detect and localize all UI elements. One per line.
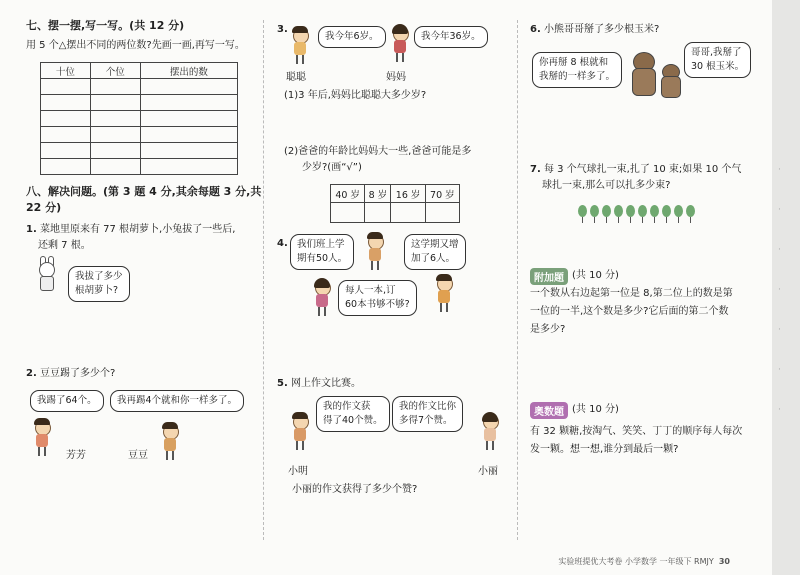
place-value-table <box>40 62 238 175</box>
name-fangfang: 芳芳 <box>66 450 86 461</box>
q5-bubble-xiaoli: 我的作文比你 多得7个赞。 <box>392 396 463 432</box>
page-binding-edge <box>772 0 800 575</box>
q6-bubble-a: 你再掰 8 根就和 我掰的一样多了。 <box>532 52 622 88</box>
balloon-bunches <box>578 202 698 221</box>
bear-younger-illustration <box>660 64 680 98</box>
balloon-icon <box>674 205 683 217</box>
column-divider <box>517 20 518 540</box>
name-mother: 妈妈 <box>386 72 406 83</box>
balloon-icon <box>638 205 647 217</box>
balloon-icon <box>614 205 623 217</box>
binding-marks: · · · · · · · <box>778 165 781 415</box>
q3-sub2-cont: 少岁?(画“√”) <box>302 162 362 173</box>
name-xiaoming: 小明 <box>288 466 308 477</box>
q3-sub1: (1)3 年后,妈妈比聪聪大多少岁? <box>284 90 427 101</box>
boy2-illustration <box>434 276 454 312</box>
section7-instruction: 用 5 个△摆出不同的两位数?先画一画,再写一写。 <box>26 40 245 51</box>
bonus-score: (共 10 分) <box>572 270 619 281</box>
q4-bubble-a: 我们班上学 期有50人。 <box>290 234 354 270</box>
q3-sub2: (2)爸爸的年龄比妈妈大一些,爸爸可能是多 <box>284 146 472 157</box>
page-footer: 实验班提优大考卷 小学数学 一年级下 RMJY 30 <box>558 557 730 566</box>
balloon-icon <box>578 205 587 217</box>
check-cell[interactable] <box>331 203 365 223</box>
q4-bubble-b: 这学期又增 加了6人。 <box>404 234 466 270</box>
bonus-line3: 是多少? <box>530 324 566 335</box>
section7-title: 七、摆一摆,写一写。(共 12 分) <box>26 19 185 32</box>
bear-elder-illustration <box>630 52 656 96</box>
check-cell[interactable] <box>425 203 459 223</box>
q2-bubble-doudou: 我再踢4个就和你一样多了。 <box>110 390 244 412</box>
q5-sub-question: 小丽的作文获得了多少个赞? <box>292 484 418 495</box>
table-header: 个位 <box>90 63 140 79</box>
age-option: 16 岁 <box>391 185 425 203</box>
check-cell[interactable] <box>391 203 425 223</box>
bonus-line1: 一个数从右边起第一位是 8,第二位上的数是第 <box>530 288 733 299</box>
table-header: 摆出的数 <box>140 63 237 79</box>
check-cell[interactable] <box>365 203 391 223</box>
q6-bubble-b: 哥哥,我掰了 30 根玉米。 <box>684 42 751 78</box>
name-congcong: 聪聪 <box>286 72 306 83</box>
balloon-icon <box>602 205 611 217</box>
age-option: 40 岁 <box>331 185 365 203</box>
q5-bubble-xiaoming: 我的作文获 得了40个赞。 <box>316 396 390 432</box>
balloon-icon <box>662 205 671 217</box>
q1-speech-bubble: 我拔了多少 根胡萝卜? <box>68 266 130 302</box>
olympiad-badge: 奥数题 <box>530 402 568 419</box>
balloon-icon <box>590 205 599 217</box>
olympiad-line2: 发一颗。想一想,谁分到最后一颗? <box>530 444 679 455</box>
olympiad-line1: 有 32 颗糖,按淘气、笑笑、丁丁的顺序每人每次 <box>530 426 743 437</box>
q6-question: 6. 小熊哥哥掰了多少根玉米? <box>530 24 660 35</box>
q4-bubble-c: 每人一本,订 60本书够不够? <box>338 280 417 316</box>
section8-title-cont: 22 分) <box>26 201 62 214</box>
balloon-icon <box>626 205 635 217</box>
rabbit-illustration <box>36 262 58 302</box>
bonus-line2: 一位的一半,这个数是多少?它后面的第二个数 <box>530 306 729 317</box>
xiaoming-illustration <box>290 414 310 450</box>
fangfang-illustration <box>32 420 52 456</box>
xiaoli-illustration <box>480 414 500 450</box>
q3-number: 3. <box>277 24 288 35</box>
age-options-table <box>330 184 460 223</box>
q4-number: 4. <box>277 238 288 249</box>
q7-line2: 球扎一束,那么可以扎多少束? <box>542 180 671 191</box>
q7-line1: 7. 每 3 个气球扎一束,扎了 10 束;如果 10 个气 <box>530 164 742 175</box>
q2-bubble-fangfang: 我踢了64个。 <box>30 390 104 412</box>
column-divider <box>263 20 264 540</box>
congcong-illustration <box>290 28 310 64</box>
balloon-icon <box>686 205 695 217</box>
olympiad-score: (共 10 分) <box>572 404 619 415</box>
age-option: 8 岁 <box>365 185 391 203</box>
bonus-badge: 附加题 <box>530 268 568 285</box>
girl-illustration <box>312 280 332 316</box>
boy-illustration <box>365 234 385 270</box>
q3-bubble-congcong: 我今年6岁。 <box>318 26 386 48</box>
q2-question: 2. 豆豆踢了多少个? <box>26 368 116 379</box>
balloon-icon <box>650 205 659 217</box>
age-option: 70 岁 <box>425 185 459 203</box>
q5-question: 5. 网上作文比赛。 <box>277 378 361 389</box>
q1-line1: 1. 菜地里原来有 77 根胡萝卜,小兔拔了一些后, <box>26 224 236 235</box>
q1-line2: 还剩 7 根。 <box>38 240 91 251</box>
section8-title: 八、解决问题。(第 3 题 4 分,其余每题 3 分,共 <box>26 185 262 198</box>
doudou-illustration <box>160 424 180 460</box>
mother-illustration <box>390 26 410 64</box>
table-header: 十位 <box>41 63 91 79</box>
name-xiaoli: 小丽 <box>478 466 498 477</box>
name-doudou: 豆豆 <box>128 450 148 461</box>
q3-bubble-mother: 我今年36岁。 <box>414 26 488 48</box>
